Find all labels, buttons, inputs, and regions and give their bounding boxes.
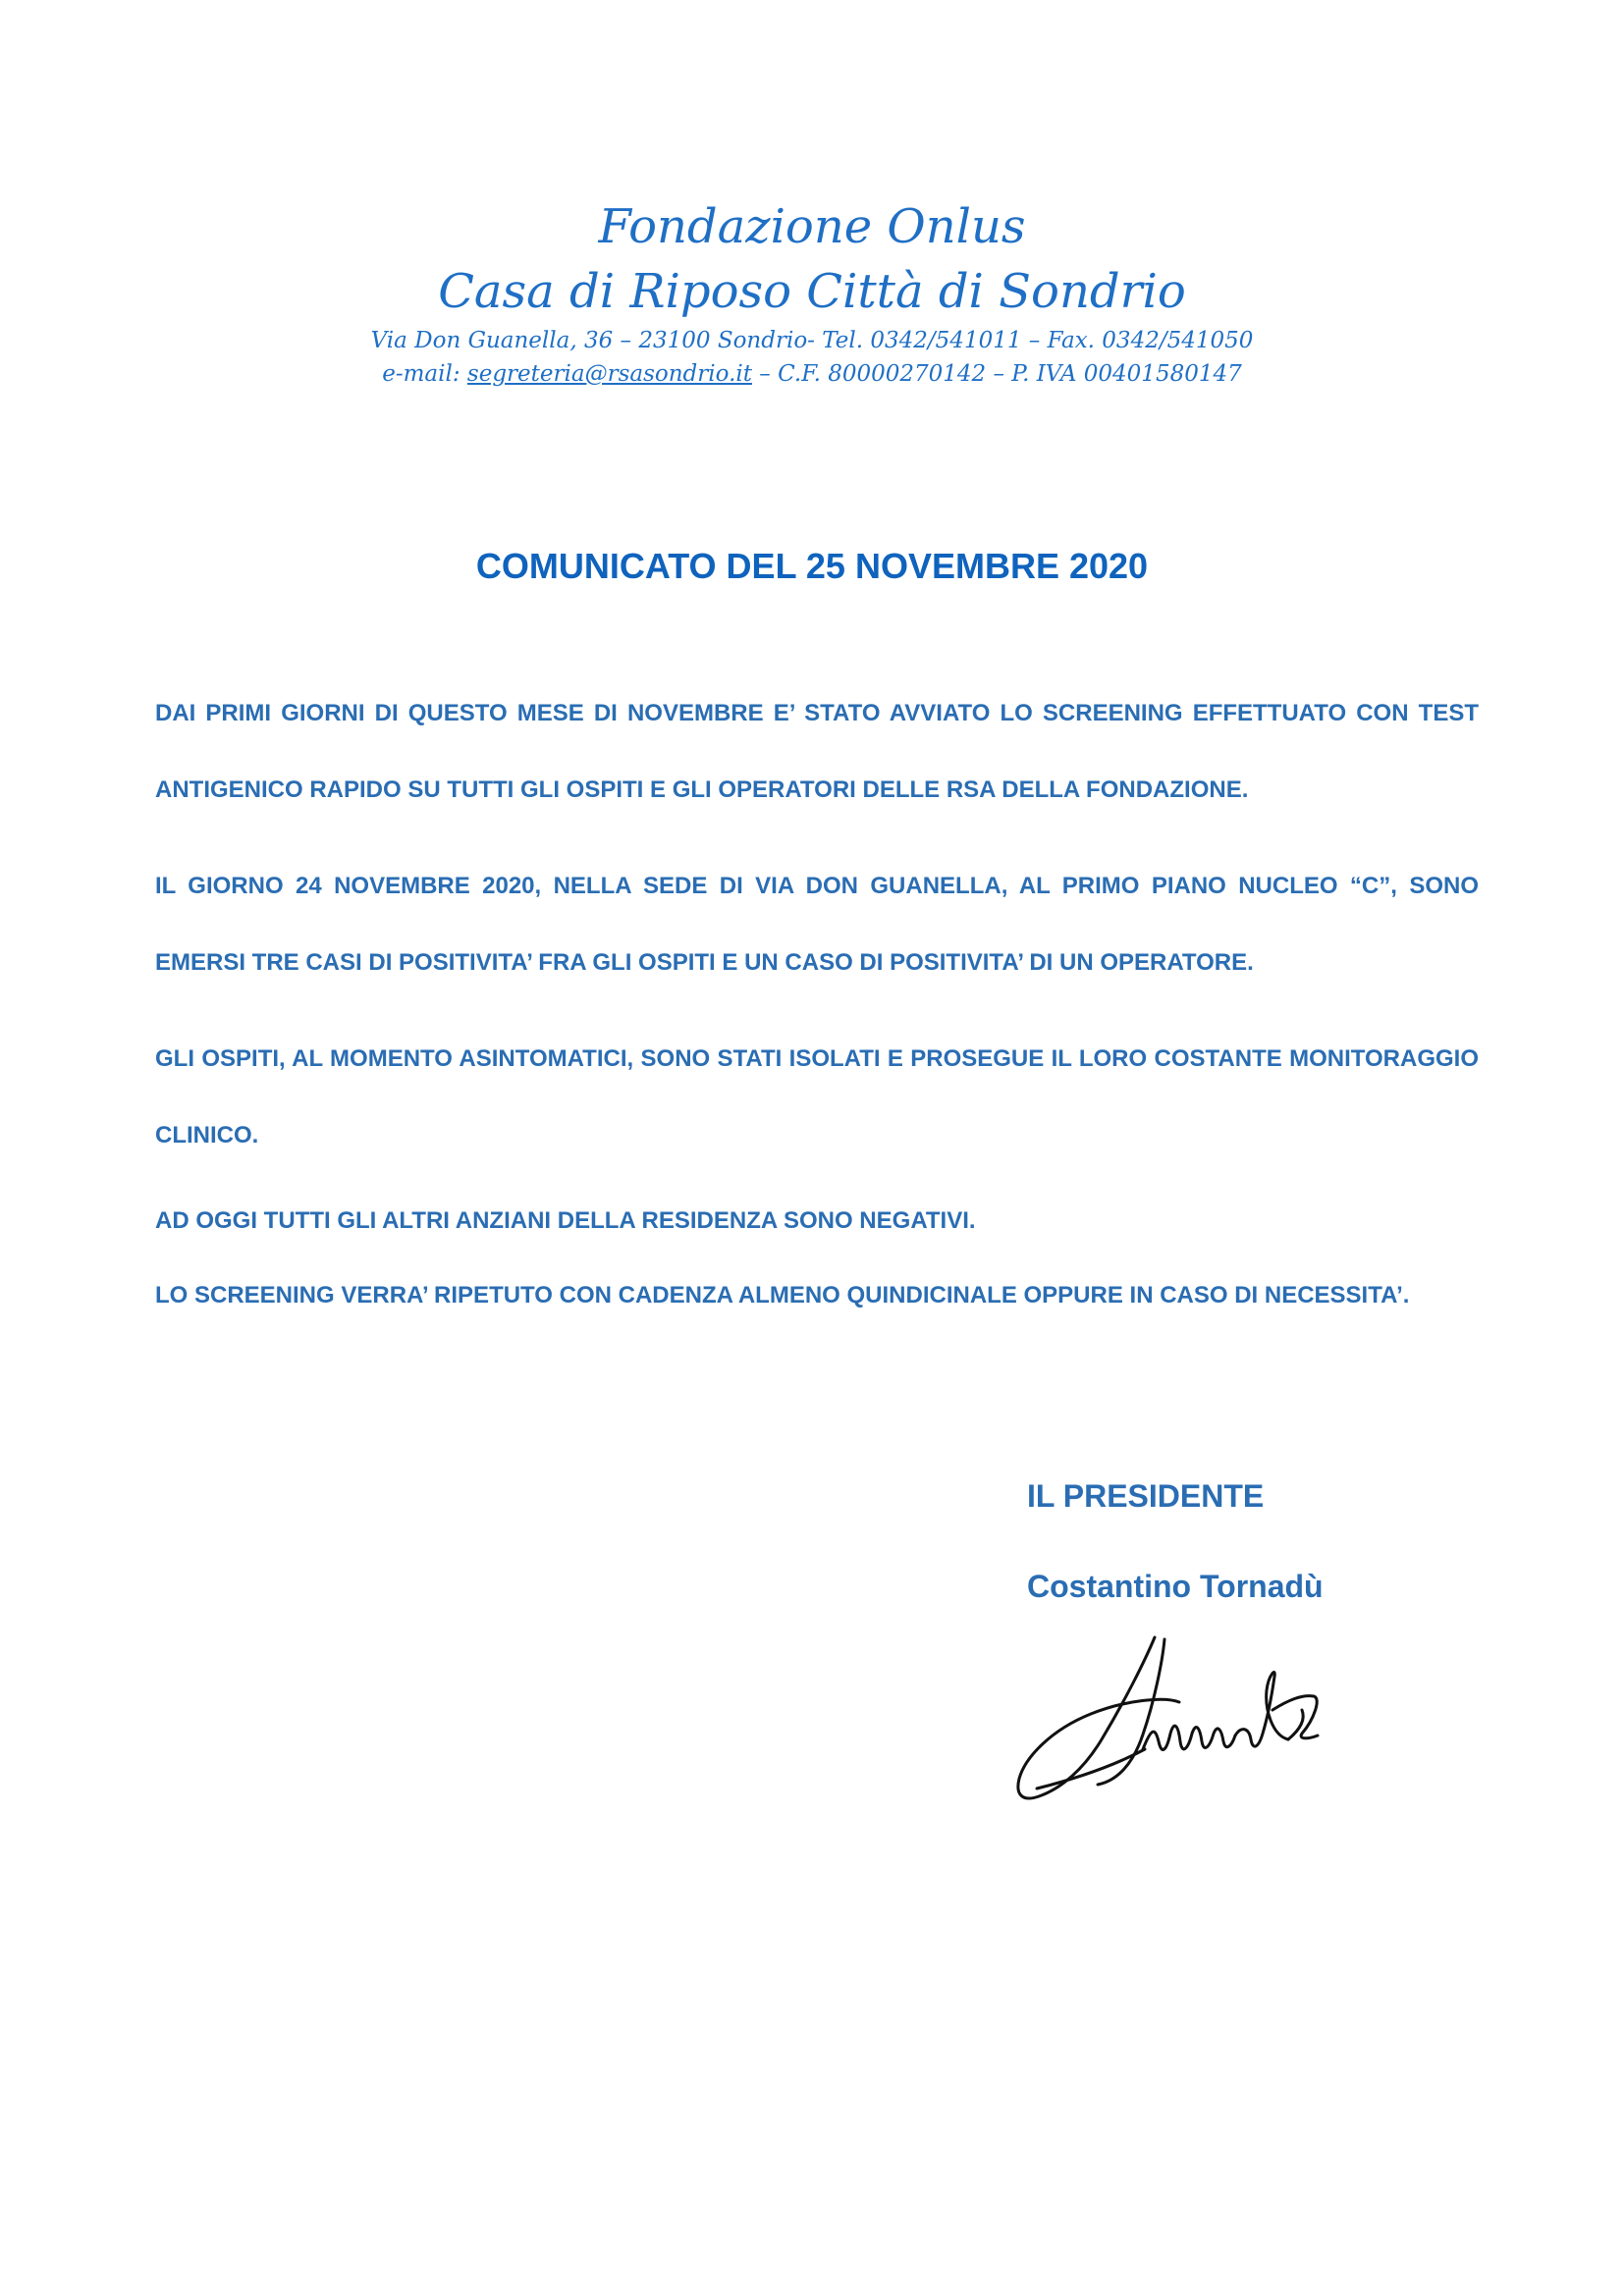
document-body [155,675,1479,1343]
tax-info: – C.F. 80000270142 – P. IVA 00401580147 [751,361,1242,387]
body-paragraph: DAI PRIMI GIORNI DI QUESTO MESE DI NOVEMBRE E’ STATO AVVIATO LO SCREENING EFFETTUATO CON TEST ANTIGENICO RAPIDO SU TUTTI GLI OSPITI E GLI OPERATORI DELLE RSA DELLA FONDAZIONE. [155,700,1479,803]
signer-name: Costantino Tornadù [1027,1569,1324,1604]
email-link[interactable]: segreteria@rsasondrio.it [466,361,752,387]
body-paragraph: IL GIORNO 24 NOVEMBRE 2020, NELLA SEDE DI VIA DON GUANELLA, AL PRIMO PIANO NUCLEO “C”, SONO EMERSI TRE CASI DI POSITIVITA’ FRA GLI OSPITI E UN CASO DI POSITIVITA’ DI UN OPERATORE. [155,873,1479,976]
organization-address: Via Don Guanella, 36 – 23100 Sondrio- Tel. 0342/541011 – Fax. 0342/541050 [370,328,1254,353]
signer-role: IL PRESIDENTE [1027,1478,1265,1514]
document-title: COMUNICATO DEL 25 NOVEMBRE 2020 [475,546,1149,586]
body-paragraph: LO SCREENING VERRA’ RIPETUTO CON CADENZA ALMENO QUINDICINALE OPPURE IN CASO DI NECESSITA’. [155,1282,1410,1308]
body-paragraph: GLI OSPITI, AL MOMENTO ASINTOMATICI, SONO STATI ISOLATI E PROSEGUE IL LORO COSTANTE MONITORAGGIO CLINICO. [155,1045,1479,1148]
organization-subtitle: Casa di Riposo Città di Sondrio [438,264,1186,319]
letterhead [0,194,1624,391]
handwritten-signature [1007,1631,1361,1818]
email-prefix: e-mail: [382,361,467,387]
organization-contacts [0,357,1624,391]
organization-name: Fondazione Onlus [598,199,1026,254]
body-paragraph: AD OGGI TUTTI GLI ALTRI ANZIANI DELLA RESIDENZA SONO NEGATIVI. [155,1207,976,1234]
signature-block [1027,1472,1324,1610]
